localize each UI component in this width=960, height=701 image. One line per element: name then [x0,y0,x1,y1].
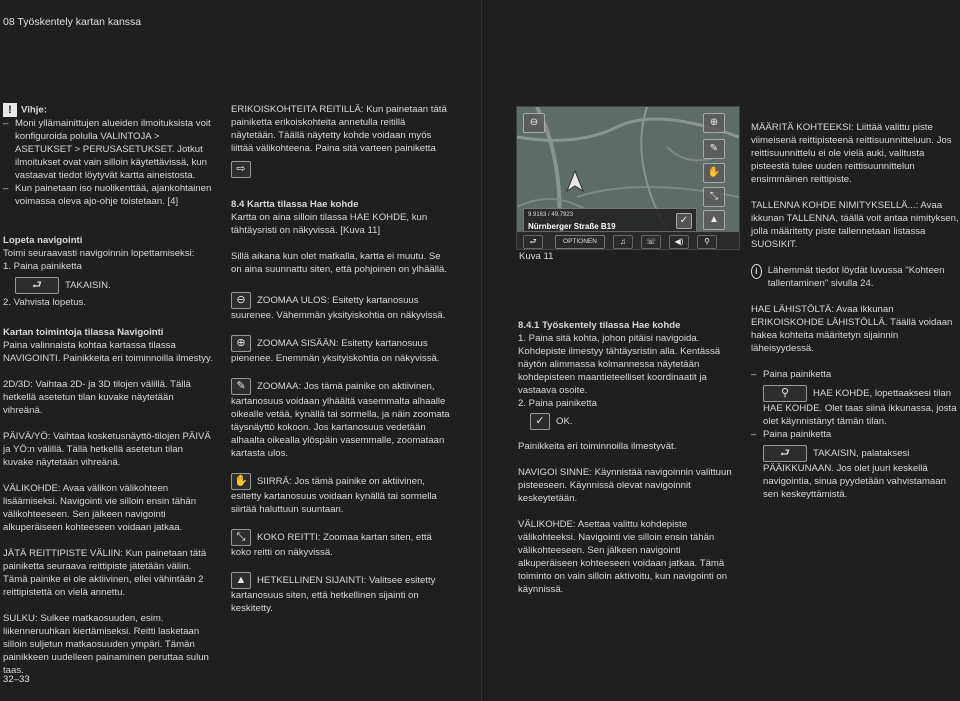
stop-intro: Toimi seuraavasti navigoinnin lopettamiseksi: [3,248,195,259]
section-title: 8.4 Kartta tilassa Hae kohde [231,199,359,210]
section-intro: Kartta on aina silloin tilassa HAE KOHDE, kun tähtäysristi on näkyvissä. [Kuva 11] [231,212,428,236]
options-bar [517,231,739,250]
column-3 [518,319,738,609]
back-icon[interactable]: ⮐ [523,235,543,249]
back-arrow-icon: ⮐ [763,445,807,462]
paragraph-poi: ERIKOISKOHTEITA REITILLÄ: Kun painetaan tätä painiketta erikoiskohteita annetulla reitillä näytetään. Täällä näytetty kohde voidaan myös liittää välikohteena. Paina sitä varteen painiketta [231,104,447,154]
bullet-2: – Paina painiketta [751,428,959,441]
zoom-map-button[interactable]: ✎ [703,139,725,159]
page-number: 32–33 [3,674,30,685]
zoom-out-map-button[interactable]: ⊖ [523,113,545,133]
navigation-screenshot [516,106,740,250]
coordinates: 9.9163 / 49.7923 [528,212,574,218]
route-text: KOKO REITTI: Zoomaa kartan siten, että koko reitti on näkyvissä. [231,532,432,558]
navigate-text: NAVIGOI SINNE: Käynnistää navigoinnin valittuun pisteeseen. Käynnissä olevat navigoinnit keskeytetään. [518,467,732,504]
arrow-right-icon: ⇨ [231,161,251,178]
options-button[interactable]: OPTIONEN [555,235,605,249]
figure-caption: Kuva 11 [519,251,554,262]
position-map-button[interactable]: ▲ [703,210,725,230]
paragraph-waypoint: VÄLIKOHDE: Avaa välikon välikohteen lisäämiseksi. Navigointi vie silloin ensin tähän välikohteeseen. Sen jälkeen navigointi alkuperäiseen kohteeseen voidaan jatkaa. [3,483,197,533]
ok-label: OK. [556,416,573,428]
set-destination-text: MÄÄRITÄ KOHTEEKSI: Liittää valittu piste viimeisenä reittipisteenä reittisuunnitteluun. Jos reittisuunnittelu ei ole vielä auki, valitusta pisteestä tulee uuden reittisuunnittelun ensimmäinen reittipiste. [751,122,952,185]
bullet-1-desc [751,385,959,428]
column-1 [3,103,213,690]
bullet-1: – Paina painiketta [751,368,959,381]
info-icon: i [751,264,762,279]
back-button-row [3,277,213,294]
bullet-2-text: TAKAISIN, palataksesi PÄÄIKKUNAAN. Jos olet juuri keskellä navigointia, sinua pyydetään vahvistamaan sen keskeyttämistä. [763,448,946,500]
paragraph-2d3d: 2D/3D: Vaihtaa 2D- ja 3D tilojen välillä. Tällä hetkellä asetetun tilan kuvake näytetään vihreänä. [3,379,191,416]
save-destination-text: TALLENNA KOHDE NIMITYKSELLÄ...: Avaa ikkunan TALLENNA, täällä voit antaa nimityksen, jolla määritetty piste tallennetaan listassa SUOSIKIT. [751,200,959,250]
move-text: SIIRRÄ: Jos tämä painike on aktiivinen, esitetty kartanosuus voidaan kynällä tai sormella siirtää haluttuun suuntaan. [231,476,437,515]
tip-item: – Kun painetaan iso nuolikenttää, ajankohtainen voimassa oleva ajo-ohje toistetaan. [4] [3,182,213,208]
column-4 [751,121,959,501]
move-map-button[interactable]: ✋ [703,163,725,183]
functions-intro: Paina valinnaista kohtaa kartassa tilassa NAVIGOINTI. Painikkeita eri toiminnoilla ilmestyy. [3,340,213,364]
subsection-title: 8.4.1 Työskentely tilassa Hae kohde [518,320,681,331]
stop-step-2: 2. Vahvista lopetus. [3,297,87,308]
route-map-button[interactable]: ⤡ [703,187,725,207]
bullet-1-text: HAE KOHDE, lopettaaksesi tilan HAE KOHDE. Olet taas siinä ikkunassa, josta olet käynnistänyt tämän tilan. [763,388,957,427]
back-button-label: TAKAISIN. [65,280,111,292]
nearby-text: HAE LÄHISTÖLTÄ: Avaa ikkunan ERIKOISKOHDE LÄHISTÖLLÄ. Täällä voidaan hakea kohteita määritetyn sijainnin läheisyydessä. [751,304,953,354]
column-2 [231,103,451,628]
checkmark-icon: ✓ [530,413,550,430]
bullet-2-desc [751,445,959,501]
warning-icon: ! [3,103,17,117]
music-icon[interactable]: ♫ [613,235,633,249]
volume-icon[interactable]: ◀) [669,235,689,249]
stop-step-1: 1. Paina painiketta [3,261,82,272]
page-header: 08 Työskentely kartan kanssa [3,16,142,28]
stop-title: Lopeta navigointi [3,235,83,246]
search-icon: ⚲ [763,385,807,402]
confirm-checkbox[interactable]: ✓ [676,213,692,229]
back-arrow-icon: ⮐ [15,277,59,294]
spread-divider [481,0,482,701]
hand-icon: ✋ [231,473,251,490]
zoom-text: ZOOMAA: Jos tämä painike on aktiivinen, kartanosuus voidaan ylhäältä vasemmalta alhaalle oikealle vetää, kynällä tai sormella, ja näin zoomata täysnäyttö kokoon. Jos kartanosuus vedetään alhaalta oikealla ylöspäin vasemmalle, zoomataan kartasta ulos. [231,381,450,459]
zoom-in-map-button[interactable]: ⊕ [703,113,725,133]
tips-title: Vihje: [21,104,47,116]
step-2: 2. Paina painiketta [518,398,597,409]
zoom-in-icon: ⊕ [231,335,251,352]
step-1: 1. Paina sitä kohta, johon pitäisi navigoida. Kohdepiste ilmestyy tähtäysristin alla. Kentässä näytön alimmassa kolmannessa näytetään kohdepisteen maantieteelliset koordinaatit ja vastaava osoite. [518,333,721,396]
after-text: Painikkeita eri toiminnoilla ilmestyvät. [518,441,677,452]
paragraph-day-night: PÄIVÄ/YÖ: Vaihtaa kosketusnäyttö-tilojen PÄIVÄ ja YÖ:n välillä. Tällä hetkellä asetetun tilan kuvake näytetään vihreänä. [3,431,211,468]
paragraph-skip: JÄTÄ REITTIPISTE VÄLIIN: Kun painetaan tätä painiketta seuraava reittipiste jätetään väliin. Tämä painike ei ole aktiivinen, ellei vähintään 2 reittipistettä on vielä annettu. [3,548,207,598]
waypoint-text: VÄLIKOHDE: Asettaa valittu kohdepiste välikohteeksi. Navigointi vie silloin ensin tähän välikohteeseen. Sen jälkeen navigointi alkuperäiseen kohteeseen voidaan jatkaa. Tämä toiminto on vain silloin aktivoitu, kun navigointi on käynnissä. [518,519,728,595]
section-p2: Sillä aikana kun olet matkalla, kartta ei muutu. Se on aina suunnattu siten, että pohjoinen on ylhäällä. [231,251,448,275]
position-text: HETKELLINEN SIJAINTI: Valitsee esitetty kartanosuus siten, että hetkellinen sijainti on keskitetty. [231,575,436,614]
zoom-out-icon: ⊖ [231,292,251,309]
functions-title: Kartan toimintoja tilassa Navigointi [3,327,164,338]
zoom-out-text: ZOOMAA ULOS: Esitetty kartanosuus suurenee. Vähemmän yksityiskohtia on näkyvissä. [231,295,446,321]
search-icon[interactable]: ⚲ [697,235,717,249]
info-text: Lähemmät tiedot löydät luvussa "Kohteen tallentaminen" sivulla 24. [767,265,945,289]
zoom-in-text: ZOOMAA SISÄÄN: Esitetty kartanosuus pienenee. Enemmän yksityiskohtia on näkyvissä. [231,338,440,364]
phone-icon[interactable]: ☏ [641,235,661,249]
position-icon: ▲ [231,572,251,589]
route-icon: ⤡ [231,529,251,546]
street-name: Nürnberger Straße B19 [528,222,616,231]
zoom-pen-icon: ✎ [231,378,251,395]
tip-item: – Moni yllämainittujen alueiden ilmoituksista voit konfiguroida polulla VALINTOJA > ASETUKSET > PERUSASETUKSET. Jotkut ilmoitukset ovat vain silloin käytettävissä, kun vastaavat tiedot löytyvät kartta aineistosta. [3,117,213,182]
paragraph-block: SULKU: Sulkee matkaosuuden, esim. liikenneruuhkan kiertämiseksi. Reitti lasketaan silloin suljetun matkaosuuden ympäri. Tämän painikkeen uudelleen painaminen peruttaa sulun taas. [3,613,209,676]
